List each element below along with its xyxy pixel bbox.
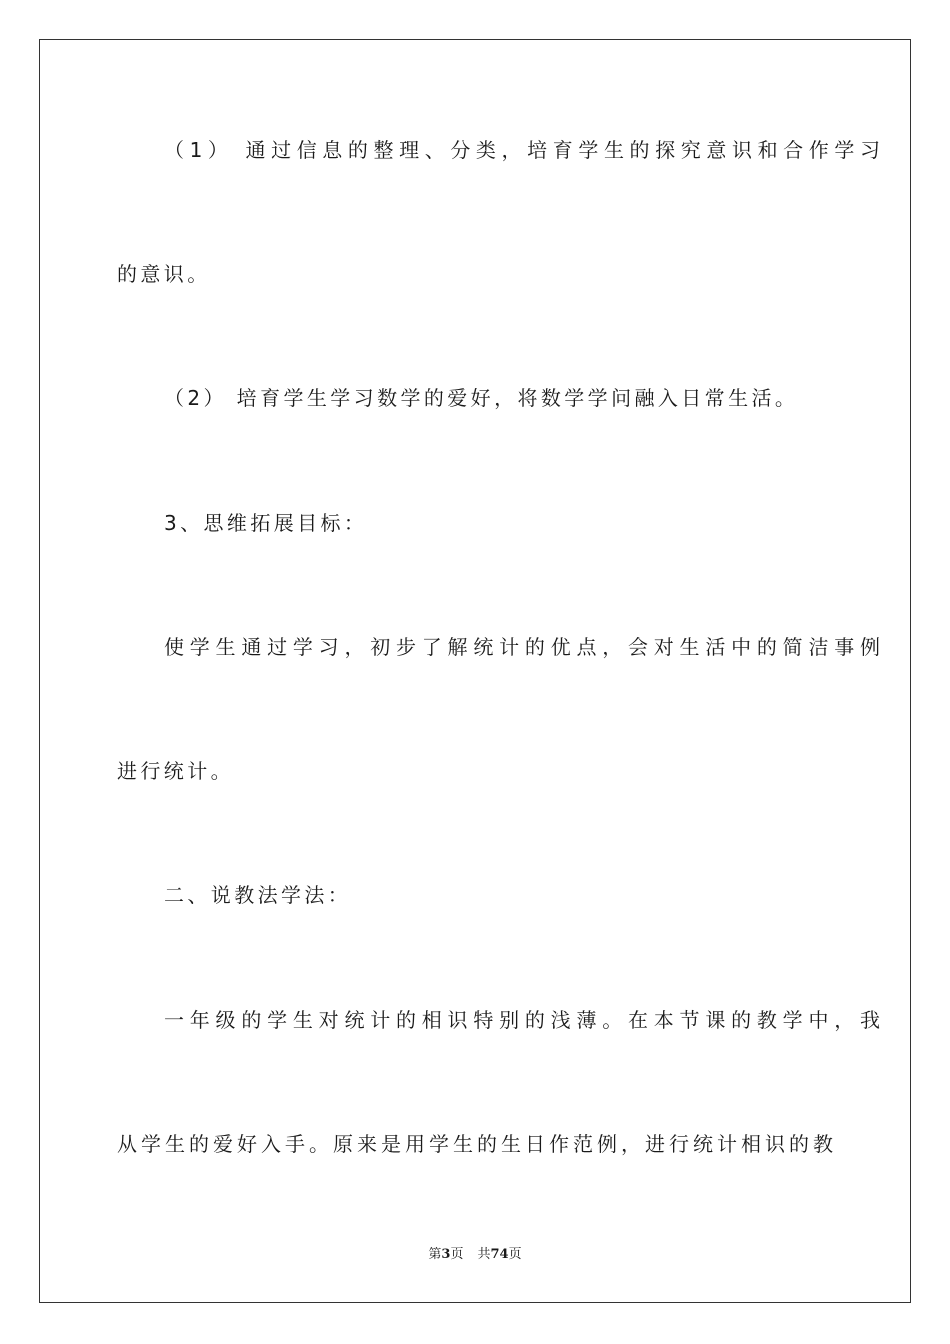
footer-total-prefix: 共 — [477, 1247, 491, 1262]
page-footer — [0, 1246, 950, 1264]
footer-total-pages: 74 — [490, 1247, 509, 1262]
paragraph-line-8: 一年级的学生对统计的相识特别的浅薄。在本节课的教学中，我 — [164, 1008, 880, 1032]
footer-page-number: 3 — [441, 1247, 451, 1262]
paragraph-line-2: 的意识。 — [117, 262, 211, 286]
section-heading-teaching-methods: 二、说教法学法： — [164, 883, 352, 907]
paragraph-line-5: 使学生通过学习，初步了解统计的优点，会对生活中的简洁事例 — [164, 635, 880, 659]
paragraph-line-6: 进行统计。 — [117, 759, 234, 783]
footer-total-suffix: 页 — [508, 1247, 522, 1262]
section-heading-thinking-goal: 3、思维拓展目标： — [164, 511, 368, 535]
footer-prefix: 第 — [428, 1247, 442, 1262]
paragraph-line-1: （1） 通过信息的整理、分类，培育学生的探究意识和合作学习 — [164, 138, 880, 162]
paragraph-line-3: （2） 培育学生学习数学的爱好，将数学学问融入日常生活。 — [164, 386, 799, 410]
page-border — [39, 39, 911, 1303]
footer-page-suffix: 页 — [450, 1247, 464, 1262]
paragraph-line-9: 从学生的爱好入手。原来是用学生的生日作范例，进行统计相识的教 — [117, 1132, 833, 1156]
